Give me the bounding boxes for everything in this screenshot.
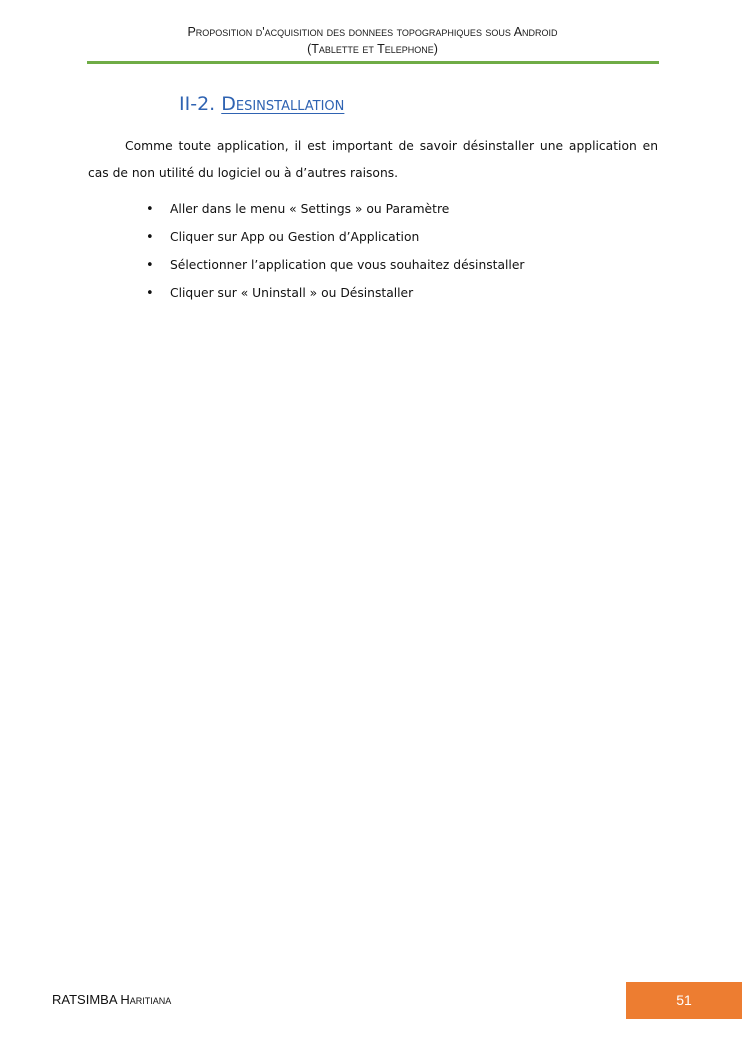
list-item-text: Cliquer sur « Uninstall » ou Désinstaller	[170, 286, 414, 300]
list-item	[146, 226, 524, 254]
list-item	[146, 282, 524, 310]
bullet-icon: •	[146, 258, 154, 273]
intro-paragraph: Comme toute application, il est important de savoir désinstaller une application en cas de non utilité du logiciel ou à d’autres raisons.	[88, 139, 658, 180]
page-header	[86, 24, 659, 58]
list-item-text: Cliquer sur App ou Gestion d’Application	[170, 230, 420, 244]
header-title-line2: (Tablette et Telephone)	[307, 42, 438, 56]
header-divider	[87, 61, 659, 64]
list-item	[146, 198, 524, 226]
page-number-box	[626, 982, 742, 1019]
section-heading	[179, 90, 344, 118]
section-number: II-2.	[179, 93, 216, 115]
bullet-icon: •	[146, 202, 154, 217]
list-item	[146, 254, 524, 282]
list-item-text: Aller dans le menu « Settings » ou Paramètre	[170, 202, 450, 216]
author-firstname: Haritiana	[120, 992, 172, 1007]
bullet-icon: •	[146, 286, 154, 301]
steps-list	[146, 198, 524, 310]
header-title-line1: Proposition d'acquisition des donnees topographiques sous Android	[187, 25, 558, 39]
bullet-icon: •	[146, 230, 154, 245]
footer-author	[52, 991, 171, 1009]
page-number: 51	[676, 992, 692, 1008]
list-item-text: Sélectionner l’application que vous souhaitez désinstaller	[170, 258, 525, 272]
author-surname: RATSIMBA	[52, 992, 117, 1007]
section-title: Desinstallation	[221, 93, 345, 115]
